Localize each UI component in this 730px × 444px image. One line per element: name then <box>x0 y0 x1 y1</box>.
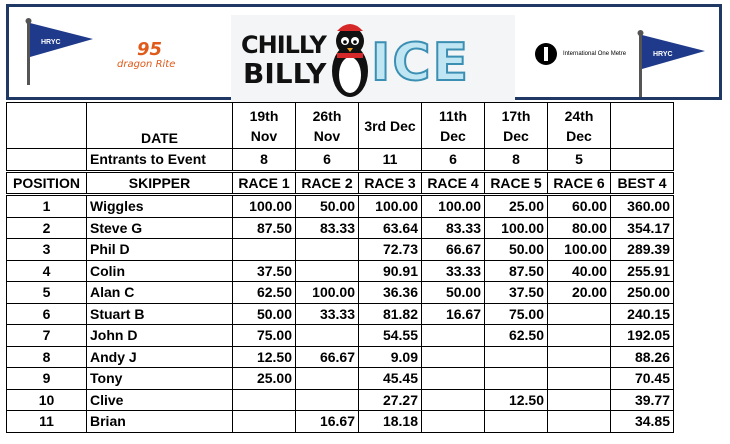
skipper-cell: John D <box>87 325 233 347</box>
race-score-cell: 72.73 <box>359 239 422 261</box>
skipper-cell: Brian <box>87 411 233 433</box>
race-score-cell: 20.00 <box>548 282 611 304</box>
race-score-cell <box>422 368 485 390</box>
position-cell: 4 <box>7 260 87 282</box>
table-row <box>7 346 674 368</box>
race-score-cell <box>296 325 359 347</box>
race-header: RACE 2 <box>296 171 359 195</box>
race-score-cell: 100.00 <box>485 217 548 239</box>
race-score-cell: 12.50 <box>233 346 296 368</box>
race-score-cell: 37.50 <box>233 260 296 282</box>
race-header: RACE 4 <box>422 171 485 195</box>
table-row <box>7 411 674 433</box>
race-score-cell: 83.33 <box>422 217 485 239</box>
race-date: 11th Dec <box>422 103 485 149</box>
position-cell: 5 <box>7 282 87 304</box>
race-score-cell: 50.00 <box>422 282 485 304</box>
race-score-cell: 9.09 <box>359 346 422 368</box>
race-score-cell: 33.33 <box>422 260 485 282</box>
position-cell: 9 <box>7 368 87 390</box>
race-score-cell: 87.50 <box>485 260 548 282</box>
skipper-cell: Tony <box>87 368 233 390</box>
hryc-flag-icon <box>631 29 711 99</box>
position-cell: 10 <box>7 389 87 411</box>
best4-cell: 289.39 <box>611 239 674 261</box>
best4-cell: 240.15 <box>611 303 674 325</box>
position-cell: 11 <box>7 411 87 433</box>
results-table <box>6 102 674 433</box>
position-cell: 2 <box>7 217 87 239</box>
best4-cell: 70.45 <box>611 368 674 390</box>
race-score-cell: 27.27 <box>359 389 422 411</box>
race-header: RACE 6 <box>548 171 611 195</box>
race-score-cell <box>233 389 296 411</box>
skipper-cell: Clive <box>87 389 233 411</box>
race-score-cell <box>485 368 548 390</box>
table-row <box>7 325 674 347</box>
table-row <box>7 303 674 325</box>
table-row <box>7 368 674 390</box>
position-cell: 3 <box>7 239 87 261</box>
race-score-cell: 66.67 <box>296 346 359 368</box>
race-score-cell: 25.00 <box>485 195 548 218</box>
one-metre-text: International One Metre <box>563 51 627 57</box>
table-row <box>7 195 674 218</box>
race-score-cell: 36.36 <box>359 282 422 304</box>
race-score-cell <box>485 346 548 368</box>
race-score-cell: 37.50 <box>485 282 548 304</box>
chilly-word: CHILLY <box>241 31 326 59</box>
race-score-cell <box>296 368 359 390</box>
header-row <box>7 171 674 195</box>
position-header: POSITION <box>7 171 87 195</box>
ice-word: ICE <box>371 33 471 93</box>
race-score-cell: 33.33 <box>296 303 359 325</box>
race-date: 26th Nov <box>296 103 359 149</box>
race-score-cell: 75.00 <box>485 303 548 325</box>
empty-cell <box>611 149 674 172</box>
best-header: BEST 4 <box>611 171 674 195</box>
race-score-cell: 63.64 <box>359 217 422 239</box>
table-row <box>7 389 674 411</box>
race-score-cell: 54.55 <box>359 325 422 347</box>
penguin-icon <box>327 21 373 99</box>
race-header: RACE 1 <box>233 171 296 195</box>
skipper-cell: Stuart B <box>87 303 233 325</box>
position-cell: 7 <box>7 325 87 347</box>
billy-word: BILLY <box>243 57 327 90</box>
race-score-cell <box>548 411 611 433</box>
skipper-cell: Andy J <box>87 346 233 368</box>
skipper-cell: Colin <box>87 260 233 282</box>
best4-cell: 255.91 <box>611 260 674 282</box>
result-rows <box>7 195 674 433</box>
entrants-count: 11 <box>359 149 422 172</box>
race-score-cell <box>548 325 611 347</box>
race-score-cell: 18.18 <box>359 411 422 433</box>
race-score-cell: 25.00 <box>233 368 296 390</box>
race-score-cell <box>296 239 359 261</box>
race-score-cell <box>485 411 548 433</box>
race-score-cell: 16.67 <box>296 411 359 433</box>
race-score-cell <box>422 346 485 368</box>
skipper-cell: Wiggles <box>87 195 233 218</box>
race-date: 17th Dec <box>485 103 548 149</box>
best4-cell: 88.26 <box>611 346 674 368</box>
race-score-cell: 60.00 <box>548 195 611 218</box>
event-banner <box>6 4 722 100</box>
race-score-cell: 50.00 <box>233 303 296 325</box>
race-score-cell: 90.91 <box>359 260 422 282</box>
race-score-cell <box>296 389 359 411</box>
race-score-cell: 50.00 <box>296 195 359 218</box>
race-score-cell <box>422 411 485 433</box>
best4-cell: 192.05 <box>611 325 674 347</box>
chilly-billy-ice-logo <box>231 15 515 103</box>
position-cell: 8 <box>7 346 87 368</box>
race-score-cell: 45.45 <box>359 368 422 390</box>
entrants-count: 5 <box>548 149 611 172</box>
race-score-cell: 62.50 <box>233 282 296 304</box>
entrants-count: 8 <box>485 149 548 172</box>
table-row <box>7 217 674 239</box>
best4-cell: 250.00 <box>611 282 674 304</box>
race-score-cell: 75.00 <box>233 325 296 347</box>
position-cell: 6 <box>7 303 87 325</box>
table-row <box>7 239 674 261</box>
race-score-cell: 87.50 <box>233 217 296 239</box>
entrants-count: 8 <box>233 149 296 172</box>
one-metre-icon <box>535 43 557 65</box>
race-score-cell: 100.00 <box>233 195 296 218</box>
table-row <box>7 282 674 304</box>
date-row <box>7 103 674 149</box>
race-score-cell: 66.67 <box>422 239 485 261</box>
best4-cell: 360.00 <box>611 195 674 218</box>
table-row <box>7 260 674 282</box>
race-score-cell: 80.00 <box>548 217 611 239</box>
race-score-cell: 100.00 <box>296 282 359 304</box>
skipper-cell: Alan C <box>87 282 233 304</box>
race-score-cell: 50.00 <box>485 239 548 261</box>
skipper-cell: Phil D <box>87 239 233 261</box>
race-score-cell: 12.50 <box>485 389 548 411</box>
race-score-cell <box>548 389 611 411</box>
race-score-cell: 83.33 <box>296 217 359 239</box>
race-score-cell <box>422 325 485 347</box>
race-date: 19th Nov <box>233 103 296 149</box>
race-score-cell <box>548 303 611 325</box>
race-score-cell: 81.82 <box>359 303 422 325</box>
skipper-header: SKIPPER <box>87 171 233 195</box>
empty-cell <box>7 149 87 172</box>
race-score-cell <box>548 368 611 390</box>
empty-cell <box>611 103 674 149</box>
date-label: DATE <box>87 103 233 149</box>
best4-cell: 39.77 <box>611 389 674 411</box>
hryc-flag-icon <box>19 17 99 87</box>
race-score-cell: 100.00 <box>422 195 485 218</box>
flag-text-left: HRYC <box>41 39 61 46</box>
entrants-count: 6 <box>296 149 359 172</box>
dragon-95-logo <box>111 39 201 75</box>
race-score-cell <box>548 346 611 368</box>
empty-cell <box>7 103 87 149</box>
flag-text-right: HRYC <box>653 51 673 58</box>
skipper-cell: Steve G <box>87 217 233 239</box>
entrants-row <box>7 149 674 172</box>
race-score-cell <box>233 411 296 433</box>
best4-cell: 34.85 <box>611 411 674 433</box>
position-cell: 1 <box>7 195 87 218</box>
entrants-count: 6 <box>422 149 485 172</box>
entrants-label: Entrants to Event <box>87 149 233 172</box>
race-score-cell: 40.00 <box>548 260 611 282</box>
logo95-text: dragon Rite <box>117 59 176 70</box>
best4-cell: 354.17 <box>611 217 674 239</box>
race-date: 3rd Dec <box>359 103 422 149</box>
race-header: RACE 3 <box>359 171 422 195</box>
race-date: 24th Dec <box>548 103 611 149</box>
logo95-number: 95 <box>137 39 163 60</box>
race-score-cell: 100.00 <box>548 239 611 261</box>
race-score-cell: 100.00 <box>359 195 422 218</box>
race-header: RACE 5 <box>485 171 548 195</box>
race-score-cell <box>233 239 296 261</box>
race-score-cell <box>422 389 485 411</box>
race-score-cell <box>296 260 359 282</box>
race-score-cell: 62.50 <box>485 325 548 347</box>
race-score-cell: 16.67 <box>422 303 485 325</box>
